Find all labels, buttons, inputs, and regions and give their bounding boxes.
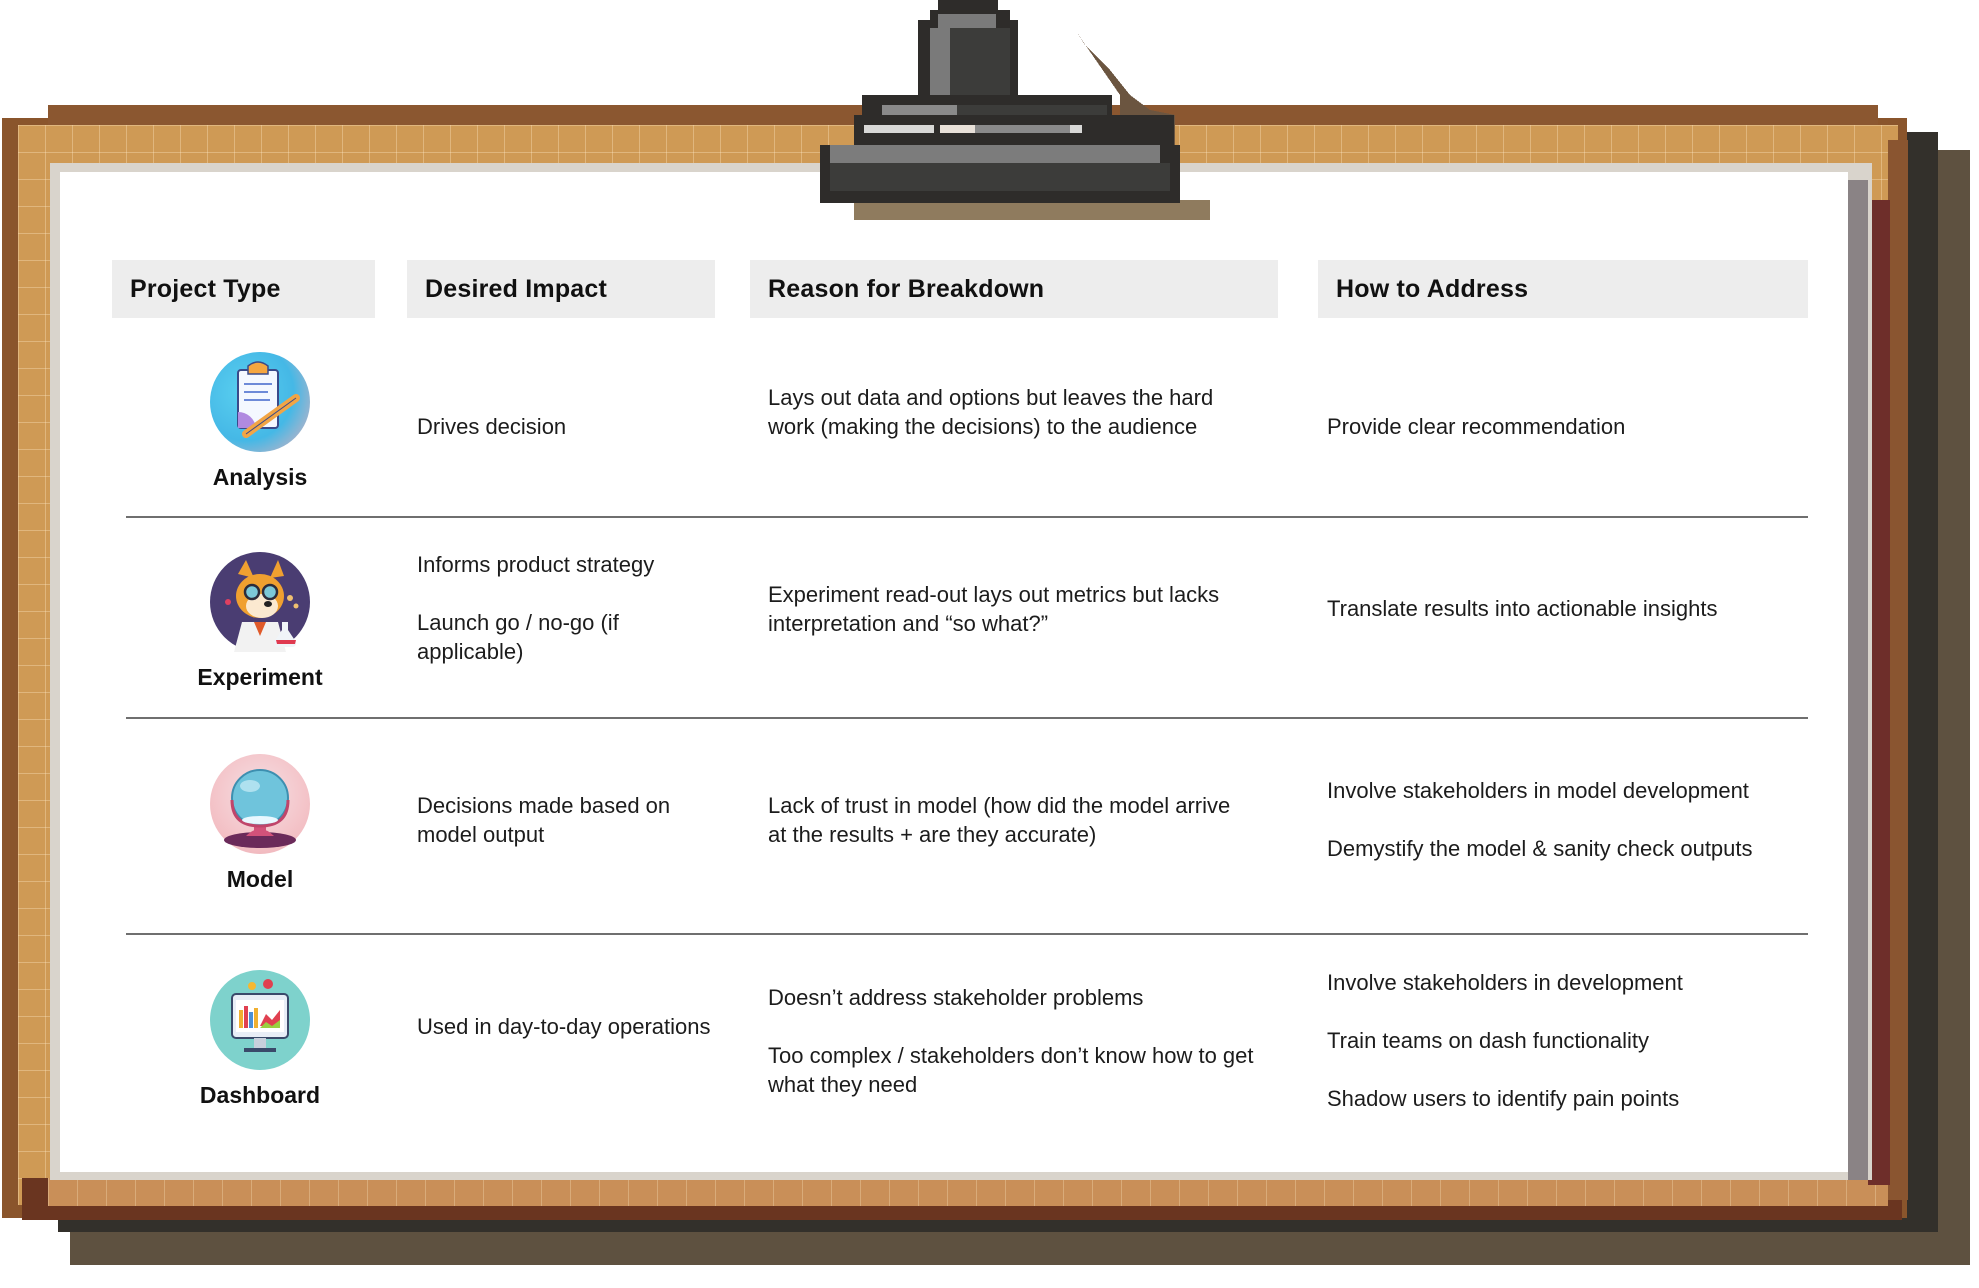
dashboard-monitor-icon <box>210 970 310 1070</box>
clipboard-right-edge <box>1888 140 1908 1200</box>
how-to-address-cell: Provide clear recommendation <box>1327 414 1626 439</box>
table-row <box>126 352 1808 516</box>
project-type-dashboard <box>160 970 360 1109</box>
project-type-analysis <box>160 352 360 491</box>
paper-right-shadow <box>1848 180 1868 1180</box>
clipboard-bottom-band <box>48 1178 1888 1206</box>
reason-cell: Doesn’t address stakeholder problems Too complex / stakeholders don’t know how to get what they need <box>768 985 1254 1097</box>
crystal-ball-icon <box>210 754 310 854</box>
project-type-model <box>160 754 360 893</box>
row-divider <box>126 933 1808 935</box>
project-type-experiment <box>160 552 360 691</box>
reason-cell: Lays out data and options but leaves the hard work (making the decisions) to the audience <box>768 385 1214 439</box>
project-type-label: Model <box>226 866 294 892</box>
how-to-address-cell: Involve stakeholders in model development Demystify the model & sanity check outputs <box>1327 778 1753 861</box>
header-reason-for-breakdown: Reason for Breakdown <box>750 260 1278 318</box>
project-type-label: Dashboard <box>199 1082 321 1108</box>
how-to-address-cell: Involve stakeholders in development Train teams on dash functionality Shadow users to identify pain points <box>1327 970 1683 1111</box>
scientist-dog-icon <box>210 552 310 652</box>
desired-impact-cell: Decisions made based on model output <box>417 793 671 847</box>
desired-impact-cell: Informs product strategy Launch go / no-go (if applicable) <box>417 552 655 664</box>
clipboard-clip-icon <box>820 0 1210 225</box>
desired-impact-cell: Used in day-to-day operations <box>417 1014 711 1039</box>
project-type-label: Analysis <box>212 464 308 490</box>
row-divider <box>126 717 1808 719</box>
project-type-label: Experiment <box>197 664 323 690</box>
header-how-to-address: How to Address <box>1318 260 1808 318</box>
header-desired-impact: Desired Impact <box>407 260 715 318</box>
clipboard-pen-icon <box>210 352 310 452</box>
how-to-address-cell: Translate results into actionable insights <box>1327 596 1718 621</box>
reason-cell: Lack of trust in model (how did the model arrive at the results + are they accurate) <box>768 793 1231 847</box>
reason-cell: Experiment read-out lays out metrics but lacks interpretation and “so what?” <box>768 582 1220 636</box>
header-project-type: Project Type <box>112 260 375 318</box>
desired-impact-cell: Drives decision <box>417 414 567 439</box>
